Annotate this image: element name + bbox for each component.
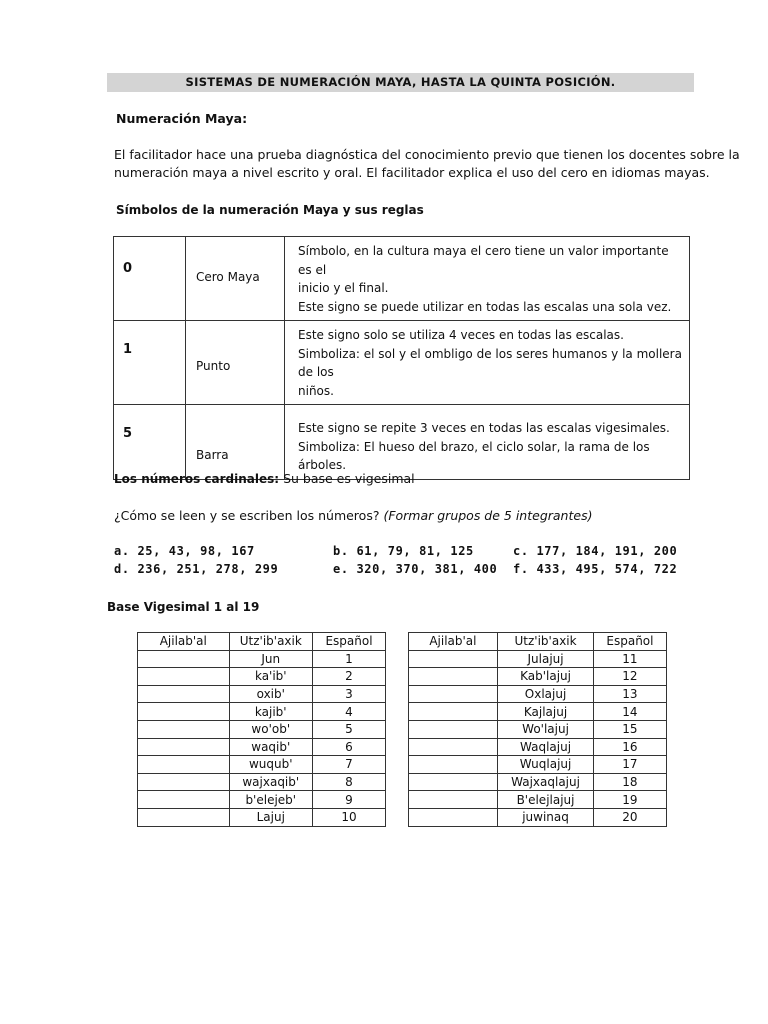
col-header-ajilabal: Ajilab'al — [138, 633, 230, 651]
page-title: SISTEMAS DE NUMERACIÓN MAYA, HASTA LA QUINTA POSICIÓN. — [107, 73, 694, 92]
table-row — [138, 791, 667, 809]
exercise-c — [513, 544, 677, 558]
espanol-cell: 13 — [593, 685, 666, 703]
exercise-f — [513, 562, 677, 576]
symbol-row — [114, 237, 690, 321]
utzibaxik-cell: Jun — [229, 650, 312, 668]
espanol-cell: 6 — [312, 738, 385, 756]
espanol-cell: 5 — [312, 720, 385, 738]
ajilabal-cell — [138, 685, 230, 703]
section-heading-simbolos: Símbolos de la numeración Maya y sus reglas — [116, 203, 424, 217]
symbol-value: 0 — [123, 261, 133, 276]
symbol-desc-line: Simboliza: el sol y el ombligo de los seres humanos y la mollera de los — [298, 346, 682, 379]
table-row — [138, 738, 667, 756]
exercise-label: a. — [114, 544, 130, 558]
symbol-desc-line: niños. — [298, 383, 334, 398]
espanol-cell: 7 — [312, 756, 385, 774]
section-heading-numeracion: Numeración Maya: — [116, 111, 248, 126]
espanol-cell: 20 — [593, 808, 666, 826]
ajilabal-cell — [408, 685, 498, 703]
utzibaxik-cell: ka'ib' — [229, 668, 312, 686]
question-text: ¿Cómo se leen y se escriben los números? — [114, 508, 380, 523]
ajilabal-cell — [138, 756, 230, 774]
espanol-cell: 12 — [593, 668, 666, 686]
exercise-values: 320, 370, 381, 400 — [356, 562, 498, 576]
vigesimal-table — [137, 632, 667, 827]
espanol-cell: 11 — [593, 650, 666, 668]
table-row — [138, 668, 667, 686]
ajilabal-cell — [138, 668, 230, 686]
col-header-ajilabal: Ajilab'al — [408, 633, 498, 651]
exercise-e — [333, 562, 497, 576]
symbol-name: Cero Maya — [196, 270, 260, 284]
exercise-values: 177, 184, 191, 200 — [536, 544, 678, 558]
ajilabal-cell — [138, 791, 230, 809]
utzibaxik-cell: B'elejlajuj — [498, 791, 594, 809]
espanol-cell: 15 — [593, 720, 666, 738]
ajilabal-cell — [138, 720, 230, 738]
ajilabal-cell — [408, 703, 498, 721]
utzibaxik-cell: wo'ob' — [229, 720, 312, 738]
utzibaxik-cell: Lajuj — [229, 808, 312, 826]
table-row — [138, 756, 667, 774]
espanol-cell: 3 — [312, 685, 385, 703]
question-line — [114, 507, 592, 525]
col-header-espanol: Español — [312, 633, 385, 651]
table-gap — [386, 703, 409, 721]
espanol-cell: 8 — [312, 773, 385, 791]
symbol-name: Punto — [196, 359, 231, 373]
symbol-desc-line: Este signo se repite 3 veces en todas las escalas vigesimales. — [298, 421, 670, 435]
exercise-values: 433, 495, 574, 722 — [536, 562, 678, 576]
exercise-label: f. — [513, 562, 529, 576]
cardinal-heading: Los números cardinales: — [114, 472, 280, 486]
table-gap — [386, 685, 409, 703]
utzibaxik-cell: Oxlajuj — [498, 685, 594, 703]
ajilabal-cell — [408, 650, 498, 668]
ajilabal-cell — [138, 738, 230, 756]
utzibaxik-cell: oxib' — [229, 685, 312, 703]
ajilabal-cell — [138, 773, 230, 791]
table-row — [138, 773, 667, 791]
espanol-cell: 16 — [593, 738, 666, 756]
symbol-value: 1 — [123, 342, 133, 357]
ajilabal-cell — [408, 738, 498, 756]
col-header-utzibaxik: Utz'ib'axik — [498, 633, 594, 651]
symbol-desc-line: Este signo se puede utilizar en todas las escalas una sola vez. — [298, 299, 672, 314]
utzibaxik-cell: kajib' — [229, 703, 312, 721]
exercise-values: 61, 79, 81, 125 — [356, 544, 474, 558]
col-header-espanol: Español — [593, 633, 666, 651]
utzibaxik-cell: Kajlajuj — [498, 703, 594, 721]
table-gap — [386, 650, 409, 668]
utzibaxik-cell: Kab'lajuj — [498, 668, 594, 686]
espanol-cell: 14 — [593, 703, 666, 721]
intro-line-1: El facilitador hace una prueba diagnóstica del conocimiento previo que tienen los docentes sobre la — [114, 147, 740, 162]
utzibaxik-cell: wuqub' — [229, 756, 312, 774]
espanol-cell: 2 — [312, 668, 385, 686]
section-heading-vigesimal: Base Vigesimal 1 al 19 — [107, 600, 260, 614]
symbol-desc-line: inicio y el final. — [298, 281, 389, 295]
col-header-utzibaxik: Utz'ib'axik — [229, 633, 312, 651]
exercise-b — [333, 544, 474, 558]
ajilabal-cell — [408, 668, 498, 686]
exercise-label: b. — [333, 544, 349, 558]
utzibaxik-cell: juwinaq — [498, 808, 594, 826]
table-row — [138, 703, 667, 721]
table-row — [138, 720, 667, 738]
utzibaxik-cell: Waqlajuj — [498, 738, 594, 756]
table-gap — [386, 808, 409, 826]
table-gap — [386, 791, 409, 809]
exercise-values: 236, 251, 278, 299 — [137, 562, 279, 576]
espanol-cell: 9 — [312, 791, 385, 809]
exercise-label: c. — [513, 544, 529, 558]
espanol-cell: 18 — [593, 773, 666, 791]
table-header-row — [138, 633, 667, 651]
table-row — [138, 650, 667, 668]
espanol-cell: 19 — [593, 791, 666, 809]
table-gap — [386, 773, 409, 791]
ajilabal-cell — [408, 720, 498, 738]
symbols-table — [113, 236, 690, 480]
utzibaxik-cell: waqib' — [229, 738, 312, 756]
utzibaxik-cell: Julajuj — [498, 650, 594, 668]
ajilabal-cell — [408, 756, 498, 774]
symbol-value: 5 — [123, 426, 133, 441]
ajilabal-cell — [138, 650, 230, 668]
ajilabal-cell — [408, 808, 498, 826]
exercise-label: e. — [333, 562, 349, 576]
exercise-values: 25, 43, 98, 167 — [137, 544, 255, 558]
cardinal-heading-rest: Su base es vigesimal — [279, 471, 415, 486]
espanol-cell: 10 — [312, 808, 385, 826]
symbol-desc-line: Simboliza: El hueso del brazo, el ciclo solar, la rama de los árboles. — [298, 439, 650, 472]
table-row — [138, 808, 667, 826]
symbol-desc-line: Este signo solo se utiliza 4 veces en todas las escalas. — [298, 328, 624, 342]
cardinal-heading-line — [114, 470, 415, 488]
vigesimal-table-body — [138, 650, 667, 826]
espanol-cell: 4 — [312, 703, 385, 721]
utzibaxik-cell: Wo'lajuj — [498, 720, 594, 738]
exercise-label: d. — [114, 562, 130, 576]
symbol-name: Barra — [196, 448, 229, 462]
table-gap — [386, 756, 409, 774]
intro-line-2: numeración maya a nivel escrito y oral. El facilitador explica el uso del cero en idiomas mayas. — [114, 165, 710, 180]
question-note: (Formar grupos de 5 integrantes) — [379, 508, 593, 523]
exercise-d — [114, 562, 278, 576]
espanol-cell: 1 — [312, 650, 385, 668]
utzibaxik-cell: Wuqlajuj — [498, 756, 594, 774]
utzibaxik-cell: b'elejeb' — [229, 791, 312, 809]
utzibaxik-cell: Wajxaqlajuj — [498, 773, 594, 791]
ajilabal-cell — [408, 773, 498, 791]
table-gap — [386, 720, 409, 738]
symbol-row — [114, 321, 690, 405]
exercise-a — [114, 544, 255, 558]
utzibaxik-cell: wajxaqib' — [229, 773, 312, 791]
table-row — [138, 685, 667, 703]
ajilabal-cell — [408, 791, 498, 809]
espanol-cell: 17 — [593, 756, 666, 774]
symbol-row — [114, 405, 690, 480]
symbol-desc-line: Símbolo, en la cultura maya el cero tiene un valor importante es el — [298, 244, 669, 277]
ajilabal-cell — [138, 703, 230, 721]
table-gap — [386, 633, 409, 651]
ajilabal-cell — [138, 808, 230, 826]
table-gap — [386, 738, 409, 756]
table-gap — [386, 668, 409, 686]
